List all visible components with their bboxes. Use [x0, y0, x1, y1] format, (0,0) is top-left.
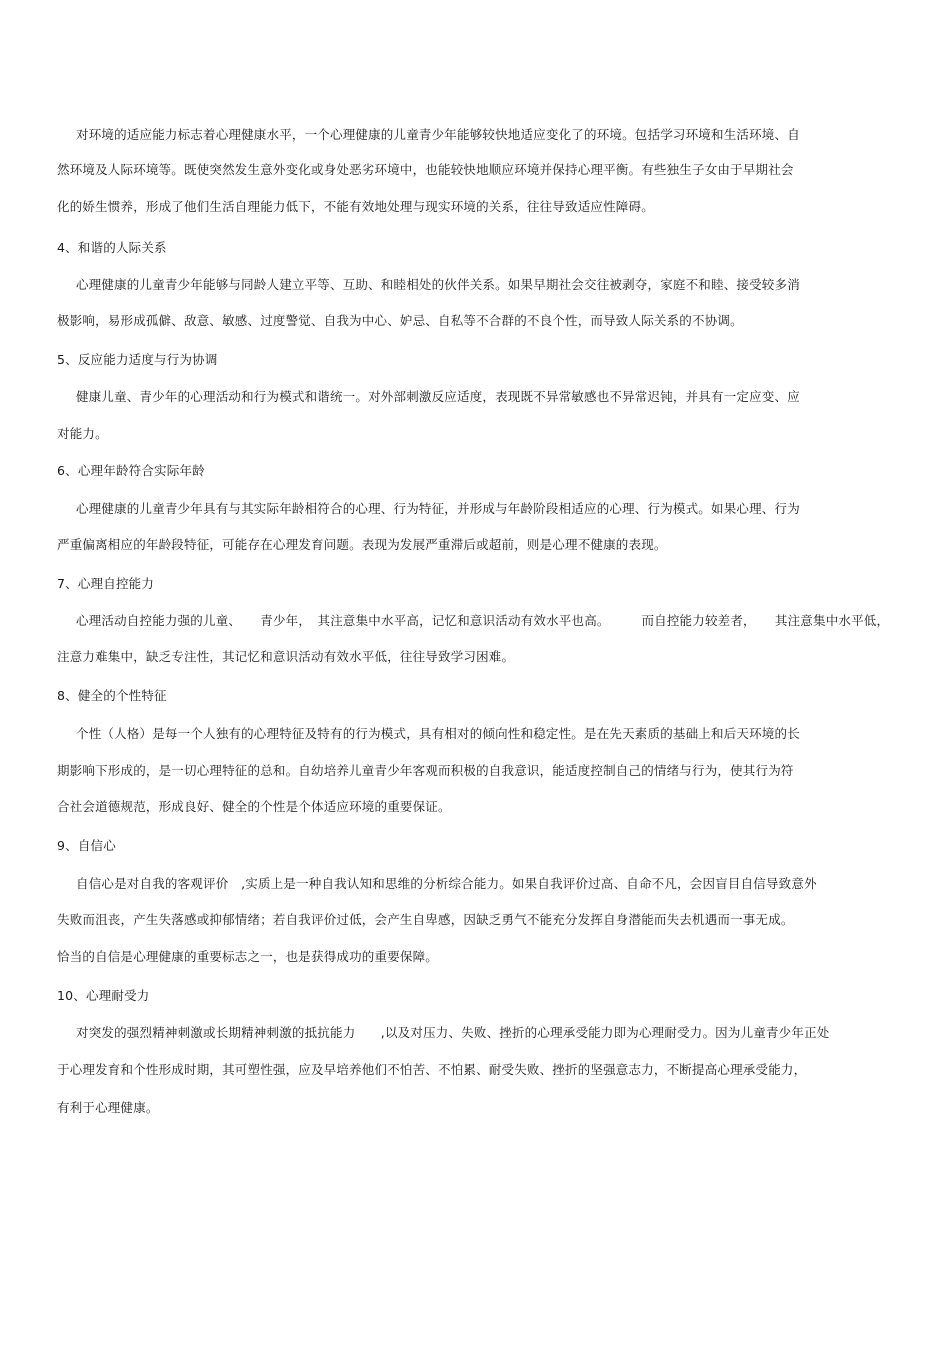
section-heading: 4、和谐的人际关系: [57, 240, 167, 255]
paragraph-line: 心理健康的儿童青少年具有与其实际年龄相符合的心理、行为特征，并形成与年龄阶段相适应的心理、行为模式。如果心理、行为: [76, 501, 800, 516]
section-heading: 5、反应能力适度与行为协调: [57, 352, 218, 367]
paragraph-line: 心理健康的儿童青少年能够与同龄人建立平等、互助、和睦相处的伙伴关系。如果早期社会交往被剥夺，家庭不和睦、接受较多消: [76, 277, 800, 292]
section-heading: 6、心理年龄符合实际年龄: [57, 463, 205, 478]
paragraph-line: 恰当的自信是心理健康的重要标志之一，也是获得成功的重要保障。: [57, 949, 439, 964]
section-heading: 7、心理自控能力: [57, 576, 155, 591]
paragraph-line: 心理活动自控能力强的儿童、 青少年， 其注意集中水平高，记忆和意识活动有效水平也高。 而自控能力较差者， 其注意集中水平低，: [76, 613, 890, 628]
paragraph-line: 于心理发育和个性形成时期，其可塑性强，应及早培养他们不怕苦、不怕累、耐受失败、挫折的坚强意志力，不断提高心理承受能力，: [57, 1062, 807, 1077]
paragraph-line: 健康儿童、青少年的心理活动和行为模式和谐统一。对外部刺激反应适度，表现既不异常敏感也不异常迟钝，并具有一定应变、应: [76, 389, 800, 404]
paragraph-line: 对环境的适应能力标志着心理健康水平，一个心理健康的儿童青少年能够较快地适应变化了的环境。包括学习环境和生活环境、自: [76, 127, 800, 142]
paragraph-line: 注意力难集中，缺乏专注性，其记忆和意识活动有效水平低，往往导致学习困难。: [57, 649, 515, 664]
paragraph-line: 期影响下形成的，是一切心理特征的总和。自幼培养儿童青少年客观而积极的自我意识，能适度控制自己的情绪与行为，使其行为符: [57, 763, 794, 778]
paragraph-line: 极影响，易形成孤僻、敌意、敏感、过度警觉、自我为中心、妒忌、自私等不合群的不良个性，而导致人际关系的不协调。: [57, 313, 743, 328]
paragraph-line: 自信心是对自我的客观评价 ,实质上是一种自我认知和思维的分析综合能力。如果自我评价过高、自命不凡，会因盲目自信导致意外: [76, 876, 817, 891]
paragraph-line: 严重偏离相应的年龄段特征，可能存在心理发育问题。表现为发展严重滞后或超前，则是心理不健康的表现。: [57, 537, 667, 552]
paragraph-line: 然环境及人际环境等。既使突然发生意外变化或身处恶劣环境中，也能较快地顺应环境并保持心理平衡。有些独生子女由于早期社会: [57, 162, 794, 177]
paragraph-line: 对能力。: [57, 426, 108, 441]
paragraph-line: 有利于心理健康。: [57, 1100, 159, 1115]
paragraph-line: 合社会道德规范，形成良好、健全的个性是个体适应环境的重要保证。: [57, 799, 451, 814]
section-heading: 8、健全的个性特征: [57, 688, 167, 703]
paragraph-line: 个性（人格）是每一个人独有的心理特征及特有的行为模式，具有相对的倾向性和稳定性。是在先天素质的基础上和后天环境的长: [76, 726, 800, 741]
paragraph-line: 失败而沮丧，产生失落感或抑郁情绪；若自我评价过低，会产生自卑感，因缺乏勇气不能充分发挥自身潜能而失去机遇而一事无成。: [57, 912, 794, 927]
paragraph-line: 对突发的强烈精神刺激或长期精神刺激的抵抗能力 ,以及对压力、失败、挫折的心理承受能力即为心理耐受力。因为儿童青少年正处: [76, 1025, 830, 1040]
section-heading: 9、自信心: [57, 838, 116, 853]
paragraph-line: 化的娇生惯养，形成了他们生活自理能力低下，不能有效地处理与现实环境的关系，往往导致适应性障碍。: [57, 199, 654, 214]
section-heading: 10、心理耐受力: [57, 988, 150, 1003]
